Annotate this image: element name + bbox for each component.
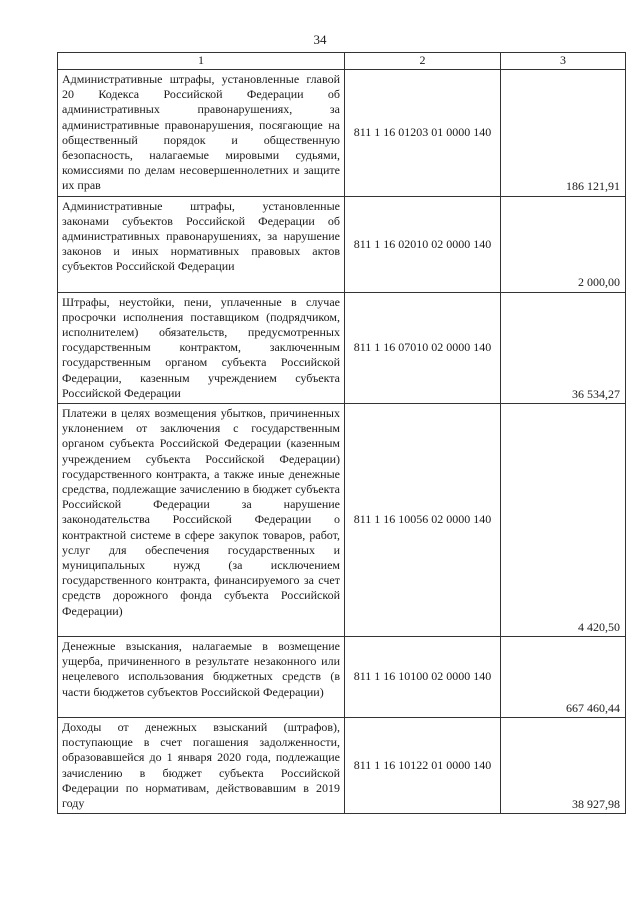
- row-amount: 2 000,00: [501, 196, 626, 292]
- row-description: Доходы от денежных взысканий (штрафов), поступающие в счет погашения задолженности, образовавшейся до 1 января 2020 года, подлежащие зачислению в бюджет субъекта Российской Федерации по нормативам, действовавшим в 2019 году: [58, 718, 345, 814]
- table-row: [58, 637, 626, 718]
- table-row: [58, 404, 626, 637]
- row-amount: 36 534,27: [501, 292, 626, 403]
- column-header-2: 2: [345, 53, 501, 70]
- table-header-row: [58, 53, 626, 70]
- row-budget-code: 811 1 16 10100 02 0000 140: [345, 637, 501, 718]
- revenue-table: [57, 52, 626, 814]
- row-budget-code: 811 1 16 10056 02 0000 140: [345, 404, 501, 637]
- column-header-3: 3: [501, 53, 626, 70]
- row-description: Денежные взыскания, налагаемые в возмещение ущерба, причиненного в результате незаконного или нецелевого использования бюджетных средств (в части бюджетов субъектов Российской Федерации): [58, 637, 345, 718]
- row-amount: 667 460,44: [501, 637, 626, 718]
- table-row: [58, 292, 626, 403]
- row-amount: 38 927,98: [501, 718, 626, 814]
- row-budget-code: 811 1 16 01203 01 0000 140: [345, 70, 501, 197]
- row-description: Платежи в целях возмещения убытков, причиненных уклонением от заключения с государственным органом субъекта Российской Федерации (казенным учреждением субъекта Российской Федерации) государственного контракта, а также иные денежные средства, подлежащие зачислению в бюджет субъекта Российской Федерации за нарушение законодательства Российской Федерации о контрактной системе в сфере закупок товаров, работ, услуг для обеспечения государственных и муниципальных нужд (за исключением государственного контракта, финансируемого за счет средств дорожного фонда субъекта Российской Федерации): [58, 404, 345, 637]
- row-budget-code: 811 1 16 07010 02 0000 140: [345, 292, 501, 403]
- row-description: Административные штрафы, установленные законами субъектов Российской Федерации об административных правонарушениях, за нарушение законов и иных нормативных правовых актов субъектов Российской Федерации: [58, 196, 345, 292]
- table-row: [58, 70, 626, 197]
- table-row: [58, 718, 626, 814]
- page-number: 34: [313, 32, 327, 47]
- column-header-1: 1: [58, 53, 345, 70]
- row-description: Штрафы, неустойки, пени, уплаченные в случае просрочки исполнения поставщиком (подрядчиком, исполнителем) обязательств, предусмотренных государственным контрактом, заключенным государственным органом субъекта Российской Федерации, казенным учреждением субъекта Российской Федерации: [58, 292, 345, 403]
- row-budget-code: 811 1 16 10122 01 0000 140: [345, 718, 501, 814]
- row-amount: 4 420,50: [501, 404, 626, 637]
- row-description: Административные штрафы, установленные главой 20 Кодекса Российской Федерации об административных правонарушениях, за административные правонарушения, посягающие на общественный порядок и общественную безопасность, налагаемые мировыми судьями, комиссиями по делам несовершеннолетних и защите их прав: [58, 70, 345, 197]
- row-budget-code: 811 1 16 02010 02 0000 140: [345, 196, 501, 292]
- row-amount: 186 121,91: [501, 70, 626, 197]
- table-row: [58, 196, 626, 292]
